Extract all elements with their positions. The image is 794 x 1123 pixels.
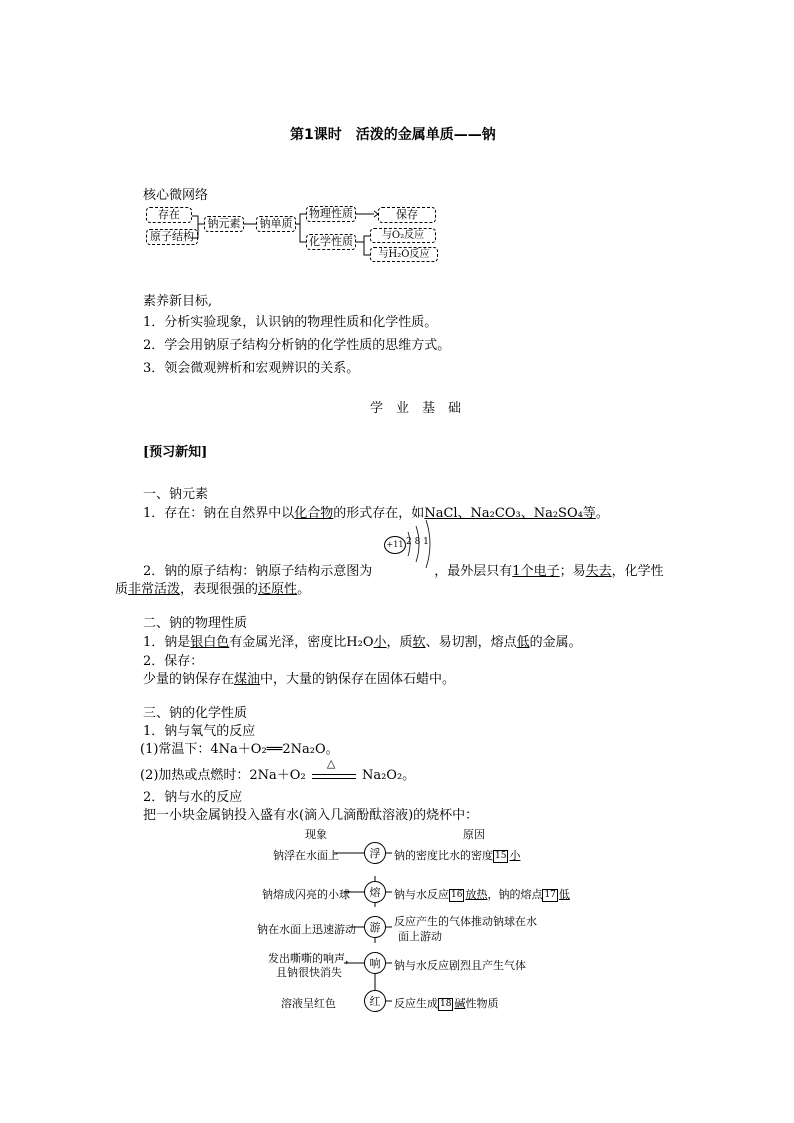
text: 、易切割，熔点 (425, 635, 517, 650)
part3-sub2: 2．钠与水的反应 (143, 790, 243, 805)
phenomenon-3: 钠在水面上迅速游动 (257, 923, 356, 936)
text: 中，大量的钠保存在固体石蜡中。 (260, 672, 456, 687)
answer: 失去 (585, 564, 612, 579)
reason-text: 反应生成 (394, 997, 438, 1010)
answer: 碱 (454, 997, 466, 1010)
blank-number: 15 (495, 851, 507, 861)
blank-number: 18 (440, 999, 452, 1009)
text: ，质 (386, 635, 413, 650)
text: ，化学性 (611, 564, 664, 579)
answer: 低 (558, 888, 570, 901)
phenomenon-5: 溶液呈红色 (281, 997, 336, 1010)
goal-item-3: 3．领会微观辨析和宏观辨识的关系。 (143, 361, 360, 376)
text: ，表现很强的 (180, 582, 259, 597)
answer: 煤油 (234, 672, 261, 687)
node-wuli: 物理性质 (306, 206, 356, 222)
goals-heading: 素养新目标, (143, 294, 213, 309)
key-char-2: 熔 (364, 881, 386, 903)
blank-number: 17 (544, 890, 556, 900)
reason-text: 性物质 (465, 997, 499, 1010)
reason-3-cont: 面上游动 (398, 930, 442, 943)
phenomenon-1: 钠浮在水面上 (273, 849, 339, 862)
text: 有金属光泽，密度比H₂O (229, 635, 374, 650)
node-huaxue: 化学性质 (306, 234, 356, 250)
equation-2 (140, 756, 416, 783)
reason-4: 钠与水反应剧烈且产生气体 (394, 959, 526, 972)
part3-heading: 三、钠的化学性质 (143, 706, 248, 721)
answer: NaCl、Na₂CO₃、Na₂SO₄等 (424, 506, 596, 521)
part3-intro: 把一小块金属钠投入盛有水(滴入几滴酚酞溶液)的烧杯中： (143, 808, 479, 823)
part2-heading: 二、钠的物理性质 (143, 616, 248, 631)
text: 质 (115, 582, 129, 597)
equation-1: (1)常温下：4Na＋O₂══2Na₂O。 (140, 742, 339, 757)
text: 的金属。 (529, 635, 582, 650)
nucleus: +11 (384, 536, 406, 554)
phenomenon-4-cont: 且钠很快消失 (276, 966, 342, 979)
key-char-5: 红 (364, 990, 386, 1012)
reaction-arrow (310, 756, 358, 783)
answer: 非常活泼 (128, 582, 181, 597)
answer: 小 (509, 849, 521, 862)
node-h2o: 与H₂O反应 (370, 247, 438, 262)
answer: 软 (412, 635, 426, 650)
part2-line2: 2．保存： (143, 654, 204, 669)
node-o2: 与O₂反应 (370, 228, 436, 243)
text: 2．钠的原子结构：钠原子结构示意图为 (143, 564, 373, 579)
col-header-left: 现象 (305, 828, 327, 841)
equation-left: (2)加热或点燃时：2Na＋O₂ (140, 768, 306, 783)
reason-text: 钠的密度比水的密度 (394, 849, 493, 862)
col-header-right: 原因 (463, 828, 485, 841)
network-connectors (140, 200, 450, 270)
section-title: 学 业 基 础 (370, 401, 462, 416)
equation-right: Na₂O₂。 (361, 768, 416, 783)
answer: 低 (516, 635, 530, 650)
preview-title: [预习新知] (143, 445, 208, 460)
answer: 小 (373, 635, 387, 650)
text: 1．钠是 (143, 635, 191, 650)
condition: △ (326, 756, 336, 770)
answer: 化合物 (294, 506, 334, 521)
goal-item-2: 2．学会用钠原子结构分析钠的化学性质的思维方式。 (143, 338, 451, 353)
part1-heading: 一、钠元素 (143, 487, 209, 502)
key-char-4: 响 (364, 952, 386, 974)
answer: 放热 (465, 888, 488, 901)
phenomenon-4: 发出嘶嘶的响声， (268, 952, 356, 965)
reason-text: 钠与水反应 (394, 888, 449, 901)
text: 少量的钠保存在 (143, 672, 235, 687)
part3-sub1: 1．钠与氧气的反应 (143, 724, 256, 739)
reason-3: 反应产生的气体推动钠球在水 (394, 915, 537, 928)
node-yuansu: 钠元素 (204, 216, 244, 232)
text: 1．存在：钠在自然界中以 (143, 506, 295, 521)
node-danzhi: 钠单质 (256, 216, 296, 232)
text: 。 (297, 582, 311, 597)
text: 的形式存在，如 (333, 506, 425, 521)
text: ，最外层只有 (434, 564, 513, 579)
node-baocun: 保存 (378, 207, 436, 223)
node-yuanzi: 原子结构 (146, 229, 198, 245)
reason-2 (394, 886, 570, 902)
reason-5 (394, 995, 498, 1011)
text: ；易 (559, 564, 586, 579)
node-cunzai: 存在 (146, 207, 192, 223)
answer: 还原性 (258, 582, 298, 597)
phenomenon-2: 钠熔成闪亮的小球 (262, 888, 350, 901)
reason-1 (394, 847, 520, 863)
blank-number: 16 (451, 890, 463, 900)
answer: 银白色 (190, 635, 230, 650)
part1-line1 (143, 502, 609, 521)
key-char-3: 游 (364, 916, 386, 938)
part1-line2a (143, 560, 664, 579)
page-title: 第1课时 活泼的金属单质——钠 (290, 127, 496, 143)
goal-item-1: 1．分析实验现象，认识钠的物理性质和化学性质。 (143, 315, 438, 330)
reason-text: ，钠的熔点 (487, 888, 543, 901)
part1-line2b (115, 578, 310, 597)
part2-line1 (143, 631, 582, 650)
text: 。 (595, 506, 609, 521)
network-heading: 核心微网络 (143, 188, 209, 203)
key-char-1: 浮 (364, 842, 386, 864)
electron-shells: 2 8 1 (406, 537, 429, 547)
answer: 1个电子 (512, 564, 560, 579)
part2-line3 (143, 668, 455, 687)
